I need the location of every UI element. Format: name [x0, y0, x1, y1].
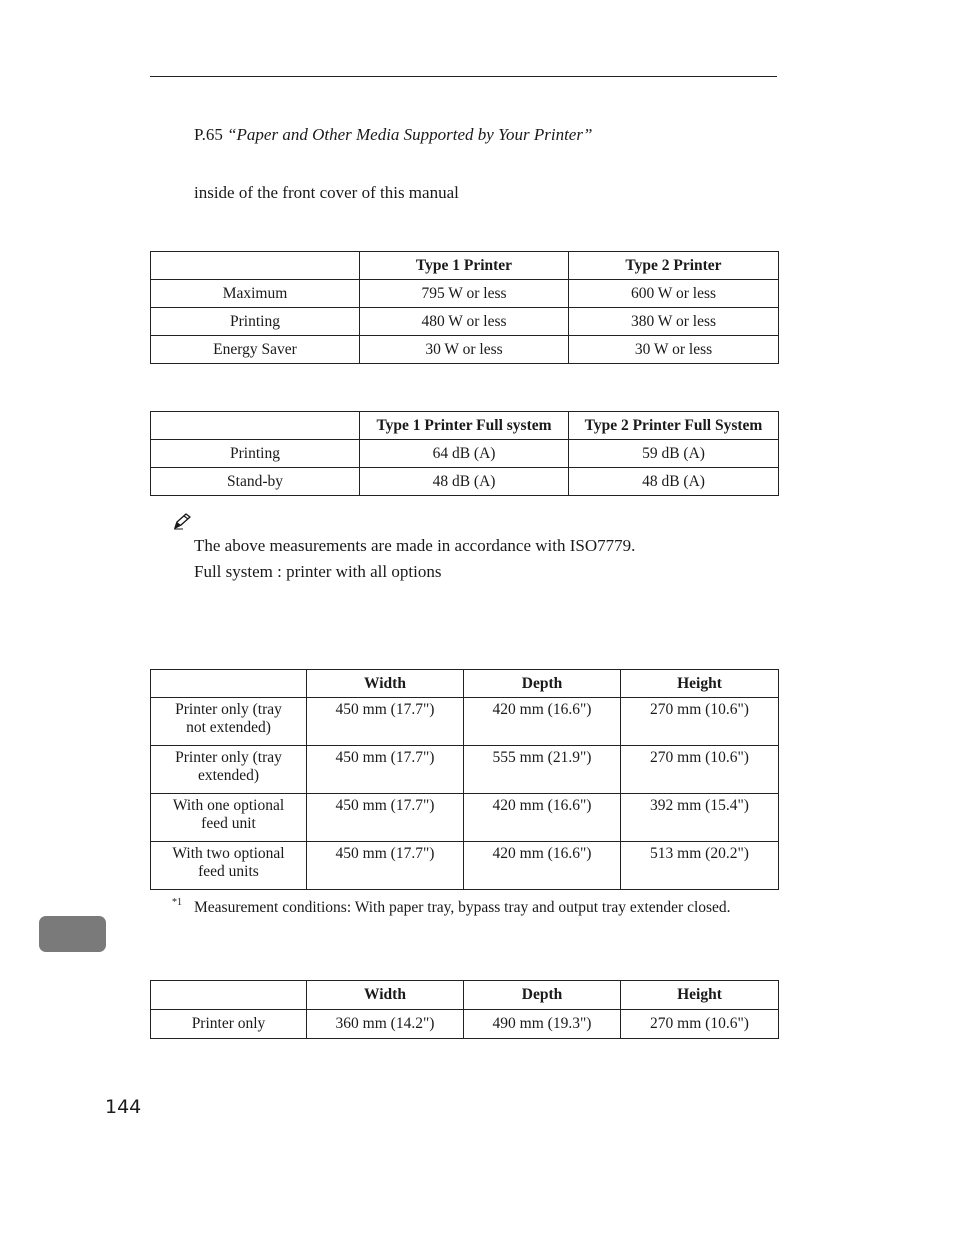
table-cell: 380 W or less: [569, 308, 779, 336]
pencil-note-icon: [172, 512, 192, 530]
table-cell: 30 W or less: [569, 336, 779, 364]
row-label-line: extended): [197, 767, 260, 784]
table-cell: 48 dB (A): [569, 468, 779, 496]
table-cell: 420 mm (16.6"): [464, 842, 621, 890]
row-label-line: Printer only (tray: [175, 701, 282, 718]
table-cell: 795 W or less: [360, 280, 569, 308]
table-cell: 270 mm (10.6"): [621, 1010, 779, 1039]
table-cell: 450 mm (17.7"): [307, 746, 464, 794]
row-label-line: feed unit: [201, 815, 256, 832]
table-cell: 48 dB (A): [360, 468, 569, 496]
table-cell: 450 mm (17.7"): [307, 794, 464, 842]
table-row: [151, 1010, 779, 1039]
cross-reference[interactable]: [194, 125, 592, 145]
chapter-tab-marker: [39, 916, 106, 952]
table-header-row: [151, 412, 779, 440]
footnote-text: Measurement conditions: With paper tray, bypass tray and output tray extender closed.: [194, 899, 731, 916]
row-label-line: With one optional: [172, 797, 285, 814]
table-row: [151, 468, 779, 496]
header-cell: Type 1 Printer: [360, 252, 569, 280]
row-label: [151, 794, 307, 842]
table-cell: 450 mm (17.7"): [307, 842, 464, 890]
header-cell: Height: [621, 670, 779, 698]
table-cell: 480 W or less: [360, 308, 569, 336]
page-number: 144: [105, 1096, 142, 1118]
table-header-row: [151, 670, 779, 698]
power-consumption-table: [150, 251, 779, 364]
header-cell: Type 1 Printer Full system: [360, 412, 569, 440]
table-cell: 513 mm (20.2"): [621, 842, 779, 890]
row-label-line: feed units: [198, 863, 259, 880]
table-row: [151, 842, 779, 890]
table-row: [151, 308, 779, 336]
note-line: Full system : printer with all options: [194, 562, 442, 581]
header-cell: [151, 252, 360, 280]
table-row: [151, 746, 779, 794]
location-text: inside of the front cover of this manual: [194, 183, 459, 202]
footnote-mark: *1: [172, 897, 182, 908]
table-cell: 59 dB (A): [569, 440, 779, 468]
table-cell: 30 W or less: [360, 336, 569, 364]
header-cell: Height: [621, 981, 779, 1010]
header-cell: Width: [307, 670, 464, 698]
header-cell: Width: [307, 981, 464, 1010]
xref-prefix: P.65: [194, 125, 228, 144]
header-rule: [150, 76, 777, 77]
table-cell: 392 mm (15.4"): [621, 794, 779, 842]
table-cell: 600 W or less: [569, 280, 779, 308]
table-row: [151, 440, 779, 468]
table-cell: 555 mm (21.9"): [464, 746, 621, 794]
table-cell: 420 mm (16.6"): [464, 794, 621, 842]
row-label: Energy Saver: [151, 336, 360, 364]
header-cell: Type 2 Printer Full System: [569, 412, 779, 440]
header-cell: Type 2 Printer: [569, 252, 779, 280]
row-label: Maximum: [151, 280, 360, 308]
table-cell: 490 mm (19.3"): [464, 1010, 621, 1039]
table-row: [151, 794, 779, 842]
table-cell: 420 mm (16.6"): [464, 698, 621, 746]
row-label-line: Printer only (tray: [175, 749, 282, 766]
table-cell: 270 mm (10.6"): [621, 698, 779, 746]
table-row: [151, 336, 779, 364]
dimensions-table: [150, 669, 779, 890]
table-cell: 64 dB (A): [360, 440, 569, 468]
row-label: Printing: [151, 440, 360, 468]
header-cell: Depth: [464, 670, 621, 698]
header-cell: [151, 981, 307, 1010]
row-label-line: not extended): [186, 719, 271, 736]
noise-emission-table: [150, 411, 779, 496]
note-line: The above measurements are made in accordance with ISO7779.: [194, 536, 636, 555]
xref-title: “Paper and Other Media Supported by Your Printer”: [227, 125, 593, 144]
row-label: [151, 746, 307, 794]
row-label-line: With two optional: [172, 845, 285, 862]
table-cell: 360 mm (14.2"): [307, 1010, 464, 1039]
row-label: [151, 698, 307, 746]
table-cell: 450 mm (17.7"): [307, 698, 464, 746]
row-label: Stand-by: [151, 468, 360, 496]
row-label: [151, 842, 307, 890]
table-header-row: [151, 252, 779, 280]
header-cell: Depth: [464, 981, 621, 1010]
table-row: [151, 280, 779, 308]
table-cell: 270 mm (10.6"): [621, 746, 779, 794]
table-row: [151, 698, 779, 746]
header-cell: [151, 412, 360, 440]
row-label: Printer only: [151, 1010, 307, 1039]
row-label: Printing: [151, 308, 360, 336]
table-header-row: [151, 981, 779, 1010]
header-cell: [151, 670, 307, 698]
space-requirements-table: [150, 980, 779, 1039]
